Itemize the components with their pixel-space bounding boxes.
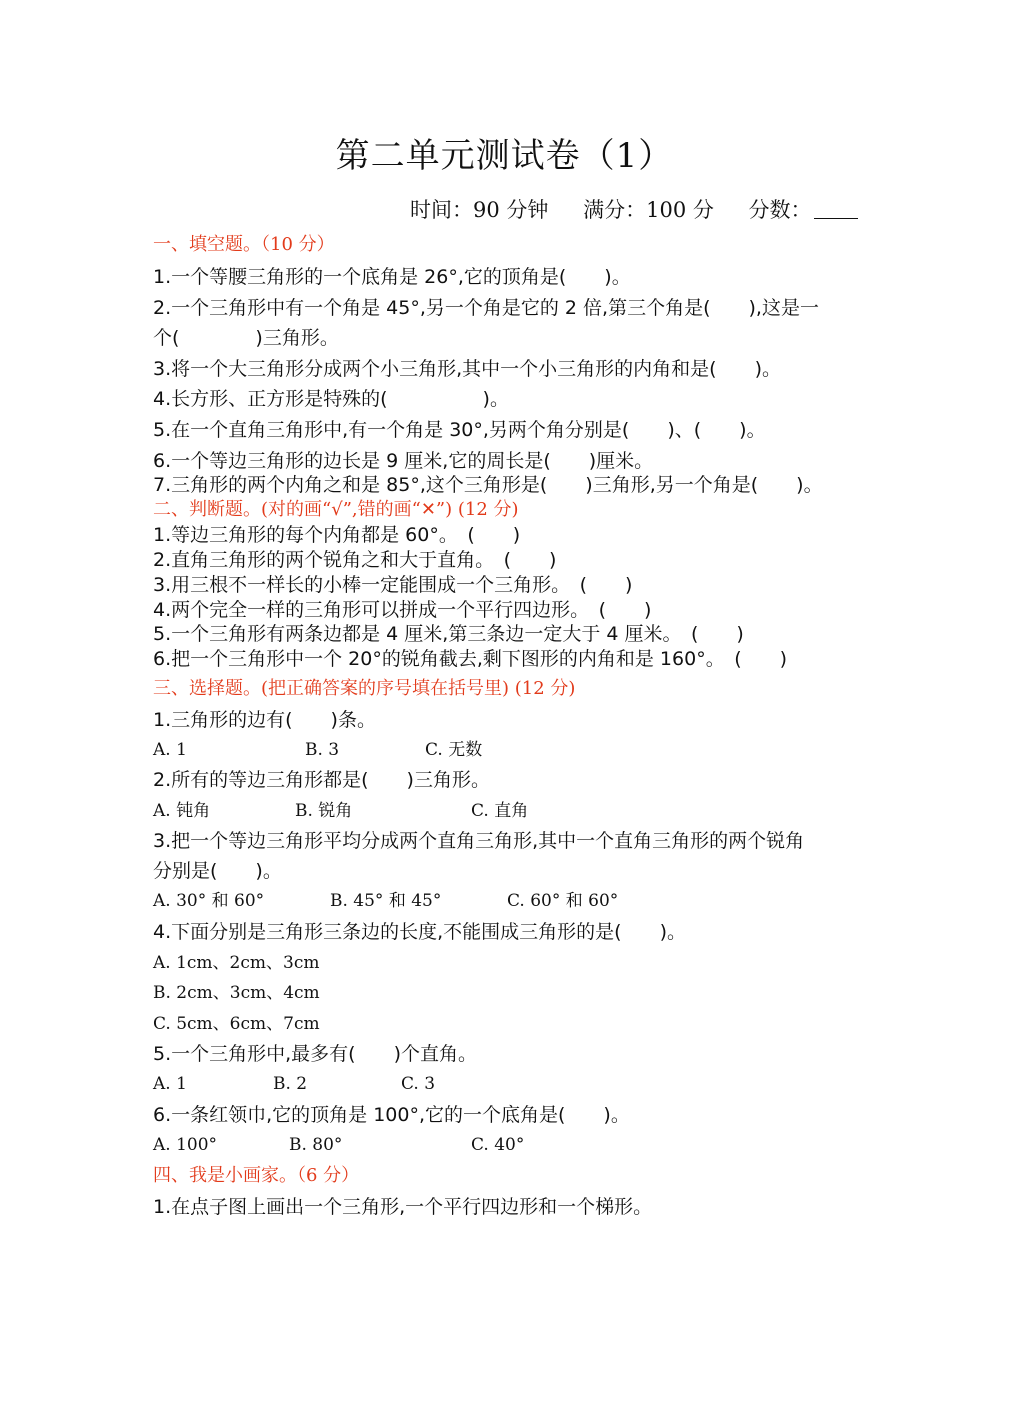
question-judge-4: 4.两个完全一样的三角形可以拼成一个平行四边形。 ( )	[153, 599, 652, 621]
full-score: 满分：100 分	[583, 198, 714, 222]
question-fill-2a: 2.一个三角形中有一个角是 45°,另一个角是它的 2 倍,第三个角是( ),这是一	[153, 297, 819, 319]
option-choice-4-c: C. 5cm、6cm、7cm	[153, 1014, 320, 1034]
option-choice-4-a: A. 1cm、2cm、3cm	[153, 953, 320, 973]
question-choice-3b: 分别是( )。	[153, 860, 282, 882]
option-b: B. 3	[305, 740, 340, 760]
question-fill-4: 4.长方形、正方形是特殊的( )。	[153, 388, 509, 410]
section-heading-fill: 一、填空题。（10 分）	[153, 234, 335, 255]
exam-meta	[410, 194, 886, 224]
question-choice-1: 1.三角形的边有( )条。	[153, 709, 376, 731]
time-limit: 时间：90 分钟	[410, 198, 549, 222]
question-judge-3: 3.用三根不一样长的小棒一定能围成一个三角形。 ( )	[153, 574, 633, 596]
question-fill-5: 5.在一个直角三角形中,有一个角是 30°,另两个角分别是( )、( )。	[153, 419, 766, 441]
option-b: B. 45° 和 45°	[330, 891, 442, 911]
option-b: B. 2	[273, 1074, 308, 1094]
page-title: 第二单元测试卷（1）	[335, 136, 674, 176]
question-judge-5: 5.一个三角形有两条边都是 4 厘米,第三条边一定大于 4 厘米。 ( )	[153, 623, 744, 645]
question-judge-2: 2.直角三角形的两个锐角之和大于直角。 ( )	[153, 549, 557, 571]
question-choice-4: 4.下面分别是三角形三条边的长度,不能围成三角形的是( )。	[153, 921, 686, 943]
score-blank[interactable]	[814, 200, 858, 219]
option-c: C. 3	[401, 1074, 436, 1094]
section-heading-draw: 四、我是小画家。（6 分）	[153, 1165, 360, 1186]
question-judge-1: 1.等边三角形的每个内角都是 60°。 ( )	[153, 524, 521, 546]
question-fill-6: 6.一个等边三角形的边长是 9 厘米,它的周长是( )厘米。	[153, 450, 654, 472]
question-fill-7: 7.三角形的两个内角之和是 85°,这个三角形是( )三角形,另一个角是( )。	[153, 474, 823, 496]
option-choice-4-b: B. 2cm、3cm、4cm	[153, 983, 320, 1003]
option-b: B. 锐角	[295, 801, 353, 821]
option-c: C. 60° 和 60°	[507, 891, 619, 911]
section-heading-judge: 二、判断题。(对的画“√”,错的画“✕”) (12 分)	[153, 499, 519, 520]
question-fill-2b: 个( )三角形。	[153, 327, 339, 349]
score-label: 分数：	[748, 198, 812, 222]
option-a: A. 1	[153, 1074, 187, 1094]
option-a: A. 30° 和 60°	[153, 891, 265, 911]
question-judge-6: 6.把一个三角形中一个 20°的锐角截去,剩下图形的内角和是 160°。 ( )	[153, 648, 788, 670]
option-a: A. 钝角	[153, 801, 211, 821]
question-fill-3: 3.将一个大三角形分成两个小三角形,其中一个小三角形的内角和是( )。	[153, 358, 781, 380]
question-choice-6: 6.一条红领巾,它的顶角是 100°,它的一个底角是( )。	[153, 1104, 630, 1126]
question-draw-1: 1.在点子图上画出一个三角形,一个平行四边形和一个梯形。	[153, 1196, 653, 1218]
option-c: C. 无数	[425, 740, 483, 760]
option-c: C. 40°	[471, 1135, 525, 1155]
section-heading-choice: 三、选择题。(把正确答案的序号填在括号里) (12 分)	[153, 678, 576, 699]
option-a: A. 100°	[153, 1135, 218, 1155]
option-b: B. 80°	[289, 1135, 343, 1155]
question-choice-2: 2.所有的等边三角形都是( )三角形。	[153, 769, 490, 791]
option-a: A. 1	[153, 740, 187, 760]
question-choice-3a: 3.把一个等边三角形平均分成两个直角三角形,其中一个直角三角形的两个锐角	[153, 830, 805, 852]
question-choice-5: 5.一个三角形中,最多有( )个直角。	[153, 1043, 477, 1065]
option-c: C. 直角	[471, 801, 529, 821]
question-fill-1: 1.一个等腰三角形的一个底角是 26°,它的顶角是( )。	[153, 266, 631, 288]
